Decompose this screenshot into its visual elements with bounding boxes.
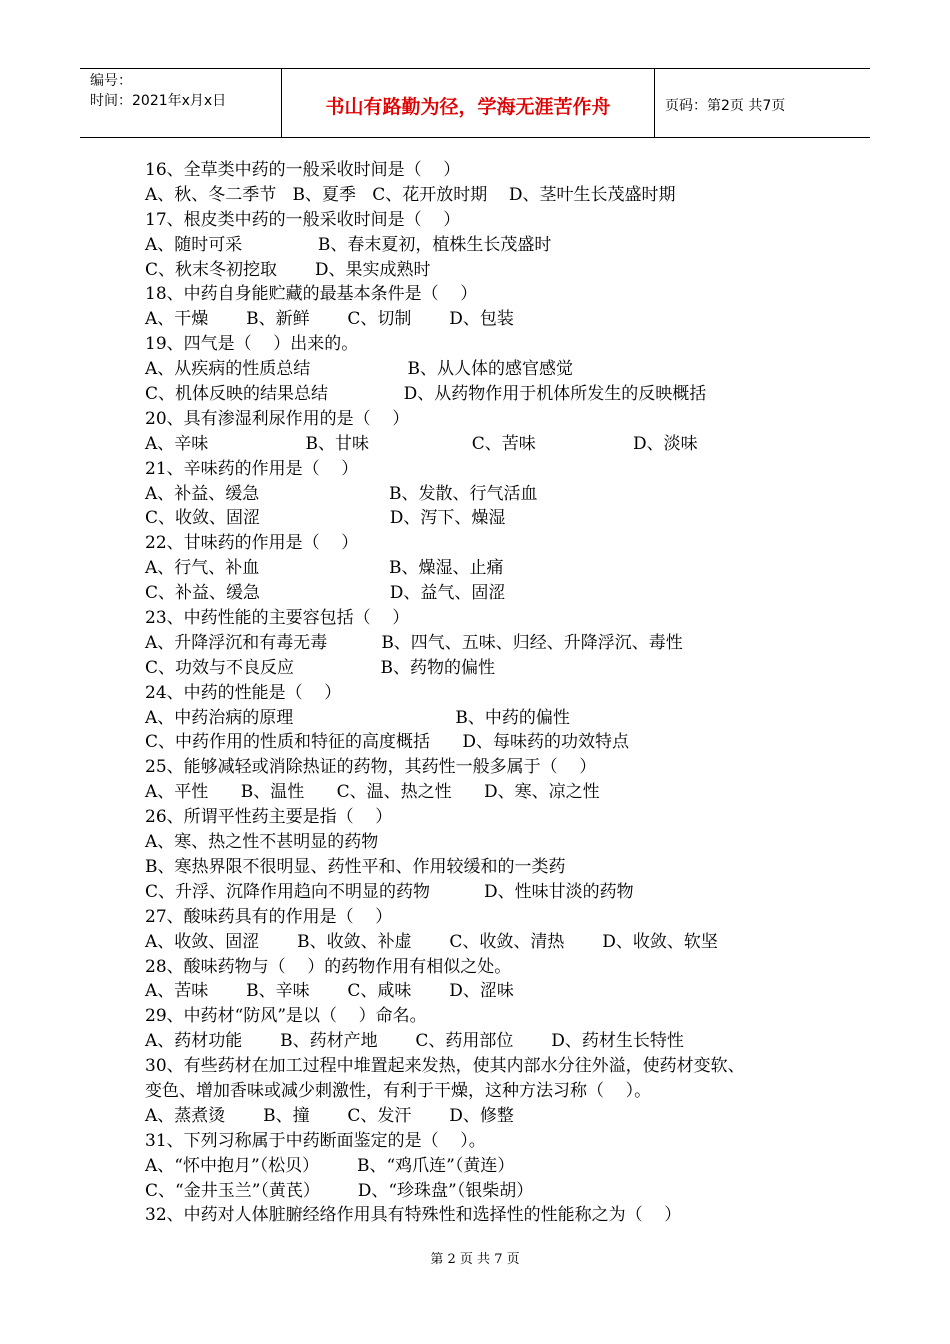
text-line: 23、中药性能的主要容包括（ ）	[145, 608, 410, 629]
text-line: 25、能够减轻或消除热证的药物，其药性一般多属于（ ）	[145, 757, 597, 778]
text-line: C、补益、缓急 D、益气、固涩	[145, 583, 506, 604]
text-line: A、秋、冬二季节 B、夏季 C、花开放时期 D、茎叶生长茂盛时期	[145, 184, 676, 205]
text-line: 28、酸味药物与（ ）的药物作用有相似之处。	[145, 956, 512, 977]
text-line: 29、中药材“防风”是以（ ）命名。	[145, 1006, 427, 1027]
text-line: C、机体反映的结果总结 D、从药物作用于机体所发生的反映概括	[145, 384, 707, 405]
text-line: 17、根皮类中药的一般采收时间是（ ）	[145, 209, 461, 230]
text-line: C、功效与不良反应 B、药物的偏性	[145, 657, 495, 678]
text-line: 19、四气是（ ）出来的。	[145, 334, 359, 355]
text-line: 20、具有渗湿利尿作用的是（ ）	[145, 408, 410, 429]
text-line: A、辛味 B、甘味 C、苦味 D、淡味	[145, 433, 698, 454]
text-line: A、从疾病的性质总结 B、从人体的感官感觉	[145, 359, 574, 380]
text-line: A、行气、补血 B、燥湿、止痛	[145, 558, 504, 579]
code-label: 编号：	[90, 73, 132, 89]
page-header	[80, 68, 870, 138]
page-footer: 第 2 页 共 7 页	[430, 1252, 520, 1267]
text-line: 26、所谓平性药主要是指（ ）	[145, 807, 393, 828]
text-line: A、干燥 B、新鲜 C、切制 D、包装	[145, 309, 514, 330]
text-line: A、药材功能 B、药材产地 C、药用部位 D、药材生长特性	[145, 1031, 684, 1052]
text-line: A、平性 B、温性 C、温、热之性 D、寒、凉之性	[145, 782, 600, 803]
text-line: C、中药作用的性质和特征的高度概括 D、每味药的功效特点	[145, 732, 630, 753]
text-line: C、升浮、沉降作用趋向不明显的药物 D、性味甘淡的药物	[145, 881, 634, 902]
text-line: A、升降浮沉和有毒无毒 B、四气、五味、归经、升降浮沉、毒性	[145, 632, 683, 653]
text-line: C、“金井玉兰”（黄芪） D、“珍珠盘”（银柴胡）	[145, 1180, 534, 1201]
text-line: 27、酸味药具有的作用是（ ）	[145, 906, 393, 927]
text-line: C、秋末冬初挖取 D、果实成熟时	[145, 259, 431, 280]
text-line: A、随时可采 B、春末夏初，植株生长茂盛时	[145, 234, 552, 255]
text-line: 18、中药自身能贮藏的最基本条件是（ ）	[145, 284, 478, 305]
text-line: 24、中药的性能是（ ）	[145, 682, 342, 703]
text-line: 30、有些药材在加工过程中堆置起来发热，使其内部水分往外溢，使药材变软、	[145, 1056, 745, 1077]
question-list	[145, 158, 835, 1228]
text-line: 22、甘味药的作用是（ ）	[145, 533, 359, 554]
text-line: A、补益、缓急 B、发散、行气活血	[145, 483, 538, 504]
text-line: A、收敛、固涩 B、收敛、补虚 C、收敛、清热 D、收敛、软坚	[145, 931, 718, 952]
page-label: 页码：第2页 共7页	[665, 98, 786, 114]
text-line: 变色、增加香味或减少刺激性，有利于干燥，这种方法习称（ ）。	[145, 1080, 652, 1101]
text-line: C、收敛、固涩 D、泻下、燥湿	[145, 508, 506, 529]
text-line: 21、辛味药的作用是（ ）	[145, 458, 359, 479]
header-left-cell	[80, 69, 282, 137]
text-line: 31、下列习称属于中药断面鉴定的是（ ）。	[145, 1130, 486, 1151]
motto: 书山有路勤为径，学海无涯苦作舟	[282, 69, 655, 137]
date-label: 时间：2021年x月x日	[90, 93, 227, 109]
text-line: B、寒热界限不很明显、药性平和、作用较缓和的一类药	[145, 856, 566, 877]
text-line: A、寒、热之性不甚明显的药物	[145, 832, 379, 853]
text-line: A、苦味 B、辛味 C、咸味 D、涩味	[145, 981, 514, 1002]
text-line: 16、全草类中药的一般采收时间是（ ）	[145, 160, 461, 180]
text-line: A、蒸煮烫 B、撞 C、发汗 D、修整	[145, 1105, 514, 1126]
text-line: A、“怀中抱月”（松贝） B、“鸡爪连”（黄连）	[145, 1155, 515, 1176]
text-line: A、中药治病的原理 B、中药的偏性	[145, 707, 570, 728]
text-line: 32、中药对人体脏腑经络作用具有特殊性和选择性的性能称之为（ ）	[145, 1205, 682, 1226]
